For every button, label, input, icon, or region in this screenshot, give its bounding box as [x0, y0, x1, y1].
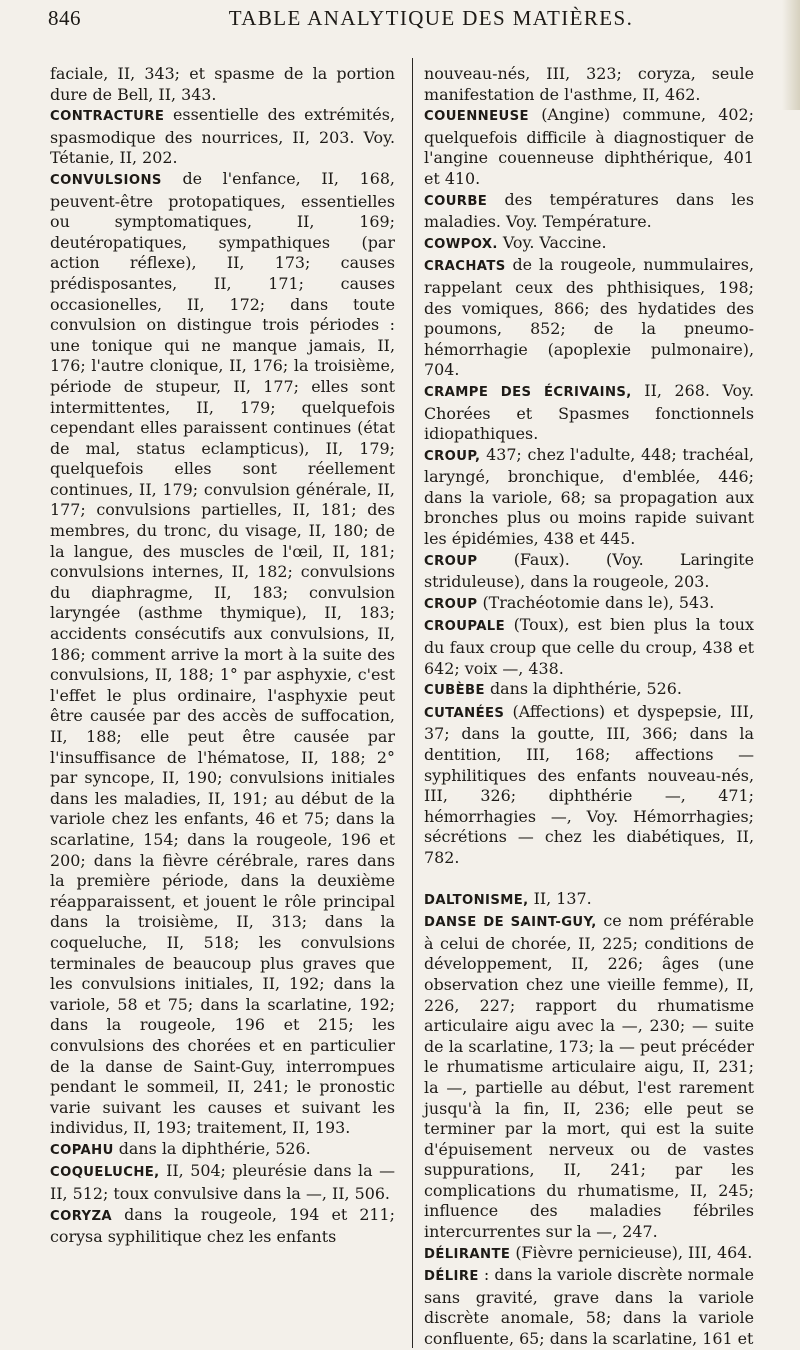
- entry-text: (Angine) commune, 402; quelquefois difficile à diagnostiquer de l'angine couenneuse diphthérique, 401 et 410.: [424, 105, 754, 188]
- entry-text: dans la rougeole, 194 et 211; corysa syphilitique chez les enfants: [50, 1204, 395, 1247]
- entry-term: CORYZA: [50, 1208, 113, 1224]
- entry-text: (Fièvre pernicieuse), III, 464.: [510, 1242, 753, 1262]
- entry-term: COQUELUCHE,: [50, 1165, 160, 1181]
- index-entry-crachats: [424, 255, 754, 381]
- entry-text: (Faux). (Voy. Laringite striduleuse), dans la rougeole, 203.: [424, 549, 754, 592]
- entry-text: II, 504; pleurésie dans la — II, 512; toux convulsive dans la —, II, 506.: [50, 1161, 395, 1204]
- entry-text: : dans la variole discrète normale sans gravité, grave dans la variole discrète anomale, 58; dans la variole confluente, 65; dans la scarlatine, 161 et: [424, 1265, 754, 1349]
- entry-text: (Trachéotomie dans le), 543.: [477, 592, 715, 612]
- entry-term: DANSE DE SAINT-GUY,: [424, 915, 597, 931]
- index-entry-croup-tracheotomie: [424, 593, 754, 616]
- index-entry-cubebe: [424, 679, 754, 702]
- entry-term: CROUP: [424, 596, 478, 612]
- index-entry-couenneuse: [424, 105, 754, 189]
- entry-term: DÉLIRANTE: [424, 1246, 511, 1262]
- page-header: [48, 6, 750, 44]
- index-entry-coryza-cont: [424, 64, 754, 105]
- index-entry-daltonisme: [424, 889, 754, 912]
- index-entry-faciale: [50, 64, 395, 105]
- entry-term: CONVULSIONS: [50, 172, 162, 188]
- index-entry-delirante: [424, 1243, 754, 1266]
- entry-text: des températures dans les maladies. Voy. Température.: [424, 189, 754, 232]
- entry-text: faciale, II, 343; et spasme de la portion dure de Bell, II, 343.: [50, 64, 395, 104]
- letter-section-gap: [424, 869, 754, 889]
- entry-text: nouveau-nés, III, 323; coryza, seule manifestation de l'asthme, II, 462.: [424, 64, 754, 104]
- right-column: [424, 64, 754, 1350]
- entry-text: Voy. Vaccine.: [497, 232, 607, 252]
- index-entry-courbe: [424, 190, 754, 233]
- index-entry-croupale: [424, 615, 754, 679]
- index-entry-contracture: [50, 105, 395, 169]
- entry-text: (Affections) et dyspepsie, III, 37; dans la goutte, III, 366; dans la dentition, III, 168; affections — syphilitiques des enfants nouveau-nés, III, 326; diphthérie —, 471; hémorrhagies —, Voy. Hémorrhagies; sécrétions — chez les diabétiques, II, 782.: [424, 701, 754, 867]
- column-divider: [412, 58, 413, 1348]
- index-entry-croup-faux: [424, 550, 754, 593]
- entry-term: COUENNEUSE: [424, 109, 529, 125]
- entry-text: ce nom préférable à celui de chorée, II, 225; conditions de développement, II, 226; âges (une observation chez une vieille femme), II, 226, 227; rapport du rhumatisme articulaire aigu avec la —, 230; — suite de la scarlatine, 173; la — peut précéder le rhumatisme articulaire aigu, II, 231; la —, partielle au début, l'est rarement jusqu'à la fin, II, 236; elle peut se terminer par la mort, qui est la suite d'épuisement nerveux ou de vastes suppurations, II, 241; par les complications du rhumatisme, II, 245; influence des maladies fébriles intercurrentes sur la —, 247.: [424, 911, 754, 1242]
- entry-text: (Toux), est bien plus la toux du faux croup que celle du croup, 438 et 642; voix —, 438.: [424, 615, 754, 678]
- index-entry-copahu: [50, 1139, 395, 1162]
- entry-term: CROUP,: [424, 448, 481, 464]
- index-entry-crampe: [424, 381, 754, 445]
- entry-term: COWPOX.: [424, 236, 498, 252]
- entry-text: dans la diphthérie, 526.: [484, 679, 682, 699]
- index-entry-danse-saint-guy: [424, 911, 754, 1243]
- index-entry-convulsions: [50, 169, 395, 1139]
- entry-term: CROUPALE: [424, 619, 506, 635]
- entry-term: CRACHATS: [424, 259, 506, 275]
- entry-text: 437; chez l'adulte, 448; trachéal, laryngé, bronchique, d'emblée, 446; dans la variole, 68; sa propagation aux bronches plus ou moins rapide suivant les épidémies, 438 et 445.: [424, 444, 754, 549]
- entry-text: de la rougeole, nummulaires, rappelant ceux des phthisiques, 198; des vomiques, 866; des hydatides des poumons, 852; de la pneumo-hémorrhagie (apoplexie pulmonaire), 704.: [424, 255, 754, 380]
- left-column: [50, 64, 395, 1248]
- index-entry-cowpox: [424, 233, 754, 256]
- index-entry-croup: [424, 445, 754, 550]
- entry-term: COPAHU: [50, 1142, 114, 1158]
- running-head: TABLE ANALYTIQUE DES MATIÈRES.: [228, 6, 634, 30]
- index-entry-delire: [424, 1265, 754, 1349]
- page-number: 846: [48, 6, 81, 30]
- entry-term: DALTONISME,: [424, 892, 529, 908]
- entry-term: CUTANÉES: [424, 705, 505, 721]
- entry-term: CROUP: [424, 553, 478, 569]
- index-entry-coqueluche: [50, 1161, 395, 1204]
- entry-term: CONTRACTURE: [50, 109, 165, 125]
- entry-text: essentielle des extrémités, spasmodique des nourrices, II, 203. Voy. Tétanie, II, 202.: [50, 105, 395, 168]
- entry-term: DÉLIRE: [424, 1269, 479, 1285]
- entry-term: CUBÈBE: [424, 683, 485, 699]
- entry-term: COURBE: [424, 193, 488, 209]
- entry-term: CRAMPE DES ÉCRIVAINS,: [424, 384, 632, 400]
- entry-text: II, 268. Voy. Chorées et Spasmes fonctionnels idiopathiques.: [424, 380, 755, 444]
- entry-text: dans la diphthérie, 526.: [113, 1138, 311, 1158]
- page-edge-shadow: [782, 0, 800, 110]
- entry-text: II, 137.: [528, 888, 592, 908]
- index-entry-coryza: [50, 1205, 395, 1248]
- entry-text: de l'enfance, II, 168, peuvent-être protopatiques, essentielles ou symptomatiques, II, 169; deutéropatiques, sympathiques (par action réflexe), II, 173; causes prédisposantes, II, 171; causes occasionelles, II, 172; dans toute convulsion on distingue trois périodes : une tonique qui ne manque jamais, II, 176; l'autre clonique, II, 176; la troisième, période de stupeur, II, 177; elles sont intermittentes, II, 179; quelquefois cependant elles paraissent continues (état de mal, status eclampticus), II, 179; quelquefois elles sont réellement continues, II, 179; convulsion générale, II, 177; convulsions partielles, II, 181; des membres, du tronc, du visage, II, 180; de la langue, des muscles de l'œil, II, 181; convulsions internes, II, 182; convulsions du diaphragme, II, 183; convulsion laryngée (asthme thymique), II, 183; accidents consécutifs aux convulsions, II, 186; comment arrive la mort à la suite des convulsions, II, 188; 1° par asphyxie, c'est l'effet le plus ordinaire, l'asphyxie peut être causée par des accès de suffocation, II, 188; elle peut être causée par l'insuffisance de l'hématose, II, 188; 2° par syncope, II, 190; convulsions initiales dans les maladies, II, 191; au début de la variole chez les enfants, 46 et 75; dans la scarlatine, 154; dans la rougeole, 196 et 200; dans la fièvre cérébrale, rares dans la première période, dans la deuxième réapparaissent, et jouent le rôle principal dans la troisième, II, 313; dans la coqueluche, II, 518; les convulsions terminales de beaucoup plus graves que les convulsions initiales, II, 192; dans la variole, 58 et 75; dans la scarlatine, 192; dans la rougeole, 196 et 215; les convulsions des chorées et en particulier de la danse de Saint-Guy, interrompues pendant le sommeil, II, 241; le pronostic varie suivant les causes et suivant les individus, II, 193; traitement, II, 193.: [50, 168, 395, 1138]
- index-entry-cutanees: [424, 702, 754, 869]
